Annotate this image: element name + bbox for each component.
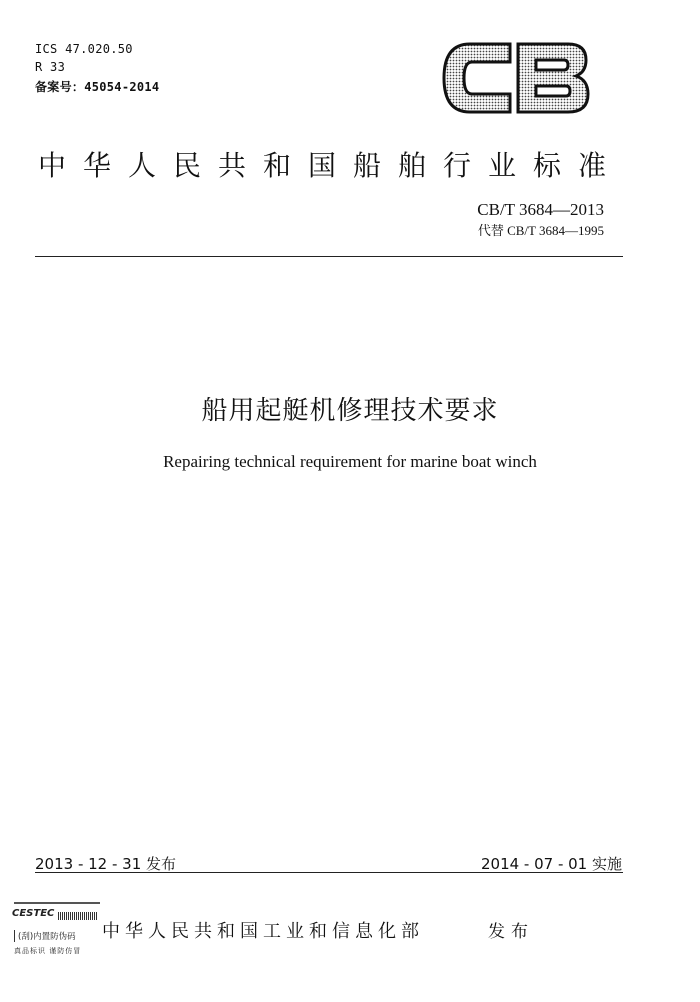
document-title-zh: 船用起艇机修理技术要求 <box>201 396 499 426</box>
replaces-code: 代替 CB/T 3684—1995 <box>477 223 604 238</box>
stamp-barcode-line <box>14 902 100 904</box>
document-title-en: Repairing technical requirement for marine boat winch <box>163 452 537 471</box>
effective-date: 2014 - 07 - 01 实施 <box>480 855 622 873</box>
stamp-microtext <box>58 912 98 920</box>
standard-code: CB/T 3684—2013 <box>477 200 604 219</box>
issue-date: 2013 - 12 - 31 发布 <box>35 855 177 873</box>
issuing-authority: 中华人民共和国工业和信息化部 <box>102 921 424 942</box>
cb-logo <box>440 38 590 118</box>
ics-code: ICS 47.020.50 <box>35 42 133 56</box>
stamp-line1: (刮)内置防伪码 <box>14 930 76 942</box>
classification-code: R 33 <box>35 60 66 74</box>
standard-category-title: 中华人民共和国船舶行业标准 <box>38 149 624 182</box>
publish-label: 发布 <box>488 922 534 942</box>
anti-counterfeit-stamp <box>8 900 103 960</box>
top-divider <box>35 256 623 257</box>
stamp-org: CESTEC <box>12 908 55 919</box>
bottom-divider <box>35 872 623 873</box>
stamp-line2: 真品标识 谨防仿冒 <box>14 947 82 955</box>
record-number: 备案号：45054-2014 <box>35 80 160 94</box>
